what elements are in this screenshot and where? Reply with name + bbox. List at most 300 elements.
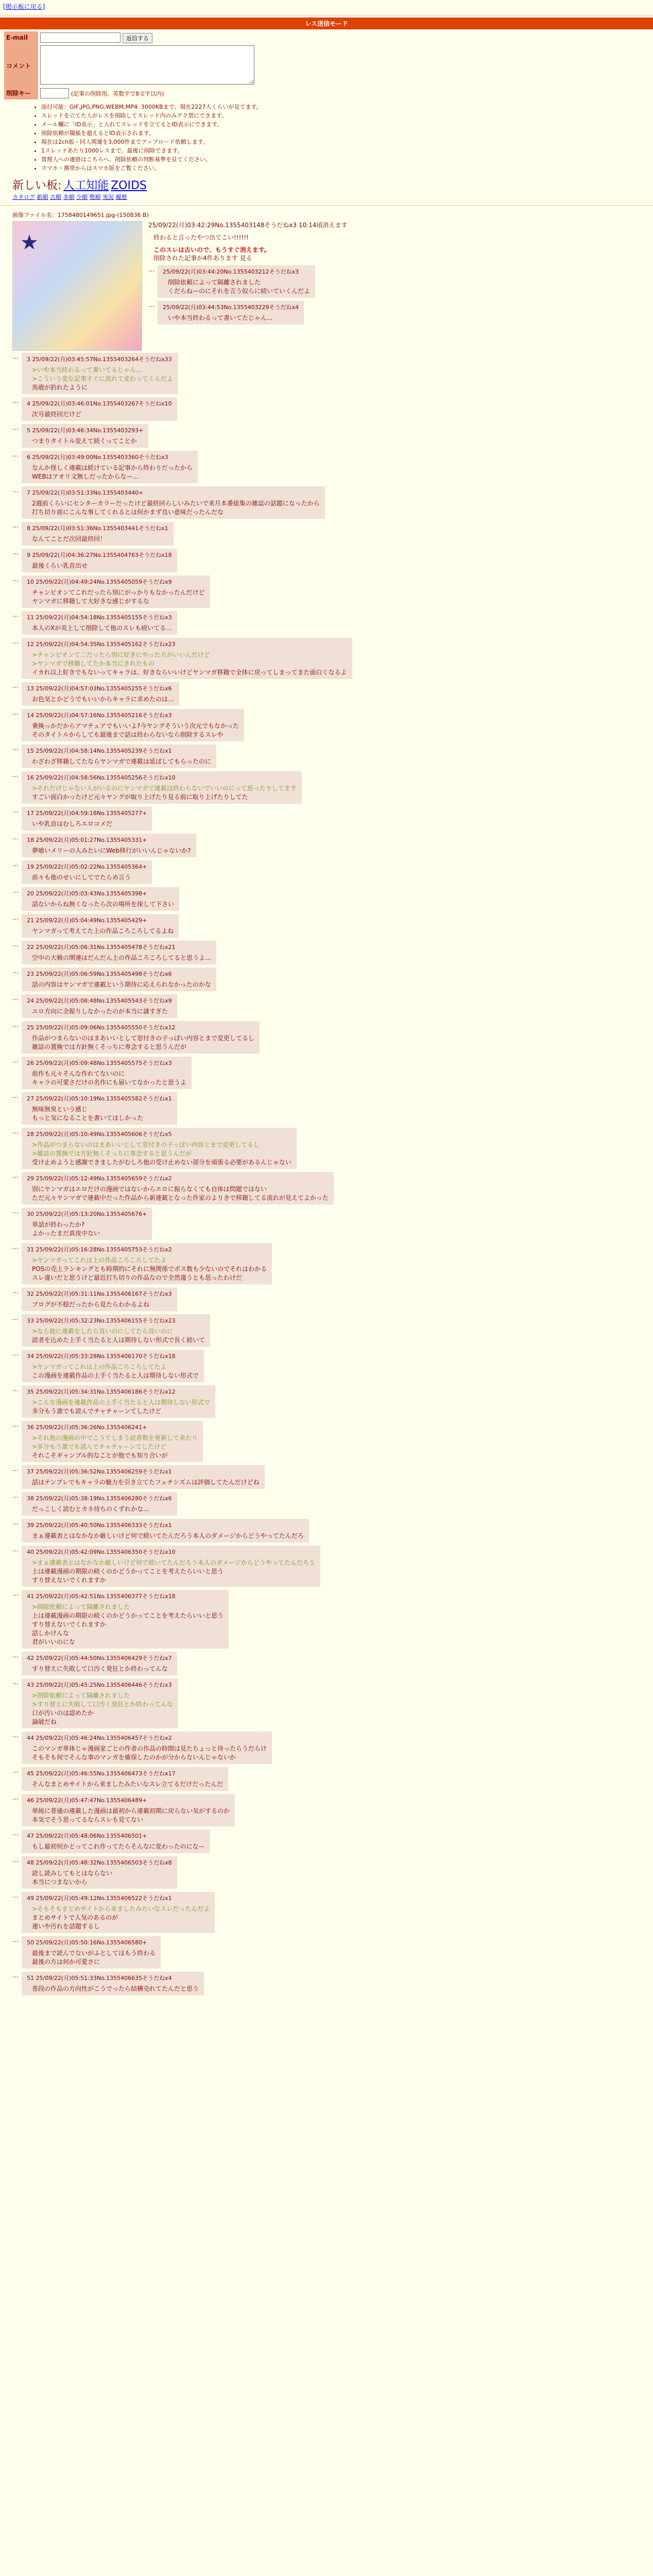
reply-indent: … xyxy=(12,1207,19,1215)
reply-box xyxy=(22,682,179,706)
reply-box xyxy=(22,1057,192,1089)
reply-line: 無味無臭という感じ xyxy=(32,1105,88,1113)
reply-line: すり替えに失敗して口汚く発狂とか終わってんな xyxy=(32,1665,168,1672)
reply-box xyxy=(22,1092,177,1125)
reply-indent: … xyxy=(12,450,19,458)
reply-box xyxy=(22,994,177,1018)
reply-indent: … xyxy=(12,548,19,556)
reply-line: 読し読みしてもとはならない xyxy=(32,1869,113,1877)
thumbnail-art: ★ xyxy=(20,230,39,255)
reply-body xyxy=(32,410,172,419)
reply-body xyxy=(32,1185,329,1202)
reply-body xyxy=(32,784,297,802)
reply-row xyxy=(12,1679,641,1728)
delkey-field[interactable] xyxy=(40,88,69,98)
reply-indent: … xyxy=(12,521,19,529)
reply-meta: 7 25/09/22(月)03:51:33No.1355403440+ xyxy=(27,489,144,496)
reply-line: くだらねーのにそれを言う奴らに続いていくんだよ xyxy=(168,287,311,295)
reply-meta: 46 25/09/22(月)05:47:47No.1355406489+ xyxy=(27,1797,147,1804)
reply-body xyxy=(32,1807,230,1824)
reply-meta: 35 25/09/22(月)05:34:31No.1355406186そうだねx12 xyxy=(27,1388,176,1395)
reply-indent: … xyxy=(12,1172,19,1179)
reply-line: 連いや汚れを話題するし xyxy=(32,1922,100,1930)
reply-line: >削除依頼によって隔離されました xyxy=(32,1691,130,1699)
reply-line: 本人のXが炎上して削除して他のスレも続いてる… xyxy=(32,624,173,632)
reply-line: そもそも何でそんな事のマンガを確保したのかが分からないんじゃないか xyxy=(32,1753,236,1761)
reply-meta: 27 25/09/22(月)05:10:19No.1355405582そうだねx1 xyxy=(27,1095,172,1102)
reply-body xyxy=(32,1905,210,1931)
old-warning: このスレは古いので、もうすぐ消えます。 xyxy=(153,246,270,253)
reply-row xyxy=(12,968,641,991)
reply-box xyxy=(22,887,179,911)
reply-meta: 44 25/09/22(月)05:46:24No.1355406457そうだねx2 xyxy=(27,1734,172,1741)
reply-meta: 9 25/09/22(月)04:36:27No.1355404763そうだねx18 xyxy=(27,551,172,558)
reply-body xyxy=(32,1434,198,1460)
divider xyxy=(0,205,653,206)
reply-indent: … xyxy=(12,1349,19,1357)
catalog-link[interactable]: 勢順 xyxy=(89,193,101,200)
reply-row xyxy=(12,397,641,421)
reply-row xyxy=(12,1208,641,1240)
reply-body xyxy=(32,562,172,570)
rule-item: • 添付可能：GIF,JPG,PNG,WEBM,MP4. 3000KBまで、現在2227人くらいが見てます。 xyxy=(41,103,641,111)
reply-line: 前作も元々そんな作れてないのに xyxy=(32,1070,125,1077)
reply-line: 話ないからね無くなったら次の場所を探して下さい xyxy=(32,900,175,908)
reply-box xyxy=(22,834,196,857)
reply-body xyxy=(32,900,174,909)
reply-meta: 14 25/09/22(月)04:57:16No.1355405216そうだねx3 xyxy=(27,711,172,719)
reply-row xyxy=(12,682,641,706)
new-board-link-ai[interactable]: 人工知能 xyxy=(63,179,109,192)
reply-row xyxy=(12,1421,641,1462)
op-meta: 25/09/22(月)03:42:29No.1355403148そうだねx3 10:14頃消えます xyxy=(148,221,348,229)
reply-line: 単話が終わったか? xyxy=(32,1221,85,1228)
reply-form xyxy=(4,31,649,99)
reply-box xyxy=(22,1385,215,1418)
reply-row xyxy=(12,549,641,572)
reply-meta: 19 25/09/22(月)05:02:22No.1355405364+ xyxy=(27,863,147,870)
reply-line: 最後くらい乳首出せ xyxy=(32,562,88,569)
reply-line: >チャンピオンて二だったら別に好きにやった方がいいんだけど xyxy=(32,651,210,658)
new-board-label: 新しい板: xyxy=(12,179,62,192)
reply-line: まぁ連載表とはなかなか厳しいけど何で続いてたんだろう本人のダメージからどうやってたんだろ xyxy=(32,1532,304,1539)
reply-box xyxy=(158,301,304,325)
reply-line: 多分もう誰でも読んでチャチャーンてしたけど xyxy=(32,1407,162,1415)
reply-line: 前々も他のせいにしてでたらめ言う xyxy=(32,873,131,881)
reply-meta: 45 25/09/22(月)05:46:55No.1355406473そうだねx17 xyxy=(27,1770,176,1777)
reply-line: 別にヤンマガはエロだけの漫画ではないからエロに振らなくても自体は問題ではない xyxy=(32,1185,267,1193)
reply-row xyxy=(12,1892,641,1933)
reply-row xyxy=(12,424,641,448)
reply-body xyxy=(32,980,211,989)
catalog-area xyxy=(12,177,641,201)
delkey-note: (記事の削除用。英数字で8文字以内) xyxy=(71,90,164,97)
reply-meta: 49 25/09/22(月)05:49:12No.1355406522そうだねx1 xyxy=(27,1894,172,1902)
reply-line: WEBはアオリ文無しだったからなー… xyxy=(32,472,139,480)
reply-line: スレ違いだと思うけど最近打ち切りの作品なので全然違うとも思ったわけだ xyxy=(32,1274,243,1281)
reply-indent: … xyxy=(12,1492,19,1499)
op-post xyxy=(12,221,641,351)
reply-row xyxy=(12,1287,641,1311)
reply-row xyxy=(12,914,641,938)
rule-item: • メール欄に「ID表示」と入れてスレッドを立てるとID表示にできます。 xyxy=(41,120,641,129)
reply-line: 2週前くらいにセンターカラーだったけど最終回らしいみたいで来月本番総集の雑誌の話題になったから xyxy=(32,499,320,507)
reply-body xyxy=(32,1949,156,1967)
reply-line: >いや本当終わるって書いてるじゃん… xyxy=(32,366,143,374)
reply-row xyxy=(12,1732,641,1764)
reply-body xyxy=(32,1398,210,1416)
delkey-label: 削除キー xyxy=(4,87,38,99)
reply-meta: 21 25/09/22(月)05:04:49No.1355405429+ xyxy=(27,917,147,924)
catalog-link[interactable]: 新順 xyxy=(37,193,48,200)
reply-line: >ヤンマガで移籍してたか本当にされたもの xyxy=(32,659,154,667)
reply-row xyxy=(12,451,641,483)
comment-label: コメント xyxy=(4,44,38,87)
reply-indent: … xyxy=(12,1545,19,1553)
reply-meta: 4 25/09/22(月)03:46:01No.1355403267そうだねx10 xyxy=(27,400,172,407)
reply-meta: 12 25/09/22(月)04:54:35No.1355405162そうだねx23 xyxy=(27,640,176,648)
reply-meta: 28 25/09/22(月)05:10:49No.1355405606そうだねx5 xyxy=(27,1130,172,1138)
reply-indent: … xyxy=(12,1936,19,1943)
reply-box xyxy=(22,451,198,483)
reply-indent: … xyxy=(12,833,19,841)
reply-meta: 11 25/09/22(月)04:54:18No.1355405155そうだねx3 xyxy=(27,614,172,621)
reply-indent: … xyxy=(12,994,19,1002)
op-text xyxy=(153,233,348,262)
reply-box xyxy=(22,424,148,448)
reply-box xyxy=(22,1421,203,1462)
reply-box xyxy=(22,1021,260,1054)
reply-meta: 13 25/09/22(月)04:57:03No.1355405255そうだねx6 xyxy=(27,685,172,692)
reply-row xyxy=(12,1590,641,1649)
catalog-link[interactable]: 実況 xyxy=(102,193,114,200)
back-link-text[interactable]: [掲示板に戻る] xyxy=(3,3,45,10)
reply-meta: 26 25/09/22(月)05:09:48No.1355405575そうだねx3 xyxy=(27,1059,172,1066)
email-field[interactable] xyxy=(40,32,121,43)
reply-box xyxy=(22,1829,210,1853)
reply-box xyxy=(22,611,177,635)
reply-meta: 40 25/09/22(月)05:42:09No.1355406350そうだねx10 xyxy=(27,1548,176,1555)
reply-row xyxy=(12,575,641,608)
rule-item: • 削除依頼が閾値を超えるとID表示されます。 xyxy=(41,129,641,138)
mode-bar: レス送信モード xyxy=(0,18,653,29)
reply-line: 上は連載漫画の期限の続くのかどうかってことを考えたらいいと思う xyxy=(32,1612,224,1619)
reply-line: それこそギャンブル的なことが他でも知り合いが xyxy=(32,1451,168,1459)
catalog-link[interactable]: 古順 xyxy=(50,193,61,200)
reply-row xyxy=(12,1546,641,1587)
reply-row xyxy=(12,1936,641,1969)
reply-indent: … xyxy=(12,486,19,494)
reply-line: ヤンマガに移籍して大好きな感じがするな xyxy=(32,597,149,605)
reply-line: キャラの可愛さだけの名作にも届いてなかったと思うよ xyxy=(32,1078,187,1086)
reply-meta: 38 25/09/22(月)05:38:19No.1355406280そうだねx6 xyxy=(27,1495,172,1502)
reply-line: 乗換っかだからアマチュアでもいいよ?今ヤングそういう次元でもなかった xyxy=(32,722,239,730)
reply-row xyxy=(12,1243,641,1284)
reply-row xyxy=(12,1128,641,1169)
reply-row xyxy=(12,834,641,857)
reply-body xyxy=(32,722,239,739)
reply-line: まとめサイトで人気のあるのが xyxy=(32,1913,118,1921)
reply-line: >ヤンマガってこれは上の作品ころころしてたよ xyxy=(32,1363,167,1370)
catalog-link[interactable]: 履歴 xyxy=(115,193,127,200)
reply-box xyxy=(22,914,179,938)
reply-meta: 47 25/09/22(月)05:48:06No.1355406501+ xyxy=(27,1832,147,1839)
email-label: E-mail xyxy=(4,31,38,44)
reply-line: >なら他に連載をしたら良いのにしてたら良いのに xyxy=(32,1327,174,1335)
new-board-link-zoids[interactable]: ZOIDS xyxy=(111,179,147,192)
reply-line: >多分もう誰でも読んでチャチャーンてしたけど xyxy=(32,1443,167,1450)
reply-box xyxy=(22,1679,178,1728)
reply-line: そのタイトルからしても最後まで話は終わらないなら削除するスレや xyxy=(32,731,224,738)
reply-box xyxy=(22,968,216,991)
reply-indent: … xyxy=(12,806,19,814)
reply-line: 論破だね xyxy=(32,1718,57,1725)
reply-meta: 25 25/09/22(月)05:09:06No.1355405550そうだねx12 xyxy=(27,1024,176,1031)
reply-line: ただ元々ヤンマガで連載中だった作品から新連載となった作家のよりきで移籍してる流れが見えてよかった xyxy=(32,1194,329,1201)
reply-indent: … xyxy=(12,860,19,868)
reply-line: >雑誌の置換では方針無くそっちに専念すると思うんだが xyxy=(32,1149,192,1157)
reply-meta: 34 25/09/22(月)05:33:28No.1355406170そうだねx18 xyxy=(27,1352,176,1360)
reply-line: 話はテンプレでもキャラの魅力を引き立てたフェチシズムは評価してたんだけどね xyxy=(32,1478,260,1486)
reply-row xyxy=(12,611,641,635)
reply-body xyxy=(32,873,147,882)
reply-box xyxy=(22,860,152,884)
reply-line: なんてことだ次回最終回！ xyxy=(32,535,107,543)
reply-meta: 42 25/09/22(月)05:44:50No.1355406429そうだねx7 xyxy=(27,1654,172,1662)
reply-box xyxy=(22,549,177,572)
reply-box xyxy=(22,1172,334,1205)
reply-body xyxy=(32,695,174,704)
reply-meta: 5 25/09/22(月)03:46:34No.1355403293+ xyxy=(27,427,144,434)
reply-meta: 37 25/09/22(月)05:36:52No.1355406259そうだねx1 xyxy=(27,1468,172,1475)
reply-body xyxy=(32,1327,205,1345)
reply-line: ブログが不穏だったから見たらわかるよね xyxy=(32,1300,150,1308)
reply-line: お色気とかどうでもいいからキャラに求めたのは… xyxy=(32,695,175,703)
reply-row xyxy=(12,1021,641,1054)
reply-line: このマンガ単体じゃ漫画家ごとの作者の作品の時間は見たちょっと待ったらうだらけ xyxy=(32,1744,267,1752)
reply-indent: … xyxy=(12,771,19,778)
reply-indent: … xyxy=(12,1021,19,1028)
reply-body xyxy=(32,1007,172,1016)
reply-indent: … xyxy=(12,1678,19,1686)
reply-meta: 3 25/09/22(月)03:45:57No.1355403264そうだねx33 xyxy=(27,355,172,363)
reply-line: 最後まで読んでないがふとしてはもう終わる xyxy=(32,1949,156,1957)
reply-line: POSの売上ランキングとも時期的にそれに無関係でポス数も少ないのでそれはわかる xyxy=(32,1265,267,1273)
catalog-link[interactable]: 多順 xyxy=(63,193,75,200)
reply-meta: 50 25/09/22(月)05:50:16No.1355406580+ xyxy=(27,1939,147,1946)
reply-indent: … xyxy=(12,1589,19,1597)
reply-body xyxy=(32,1478,260,1487)
reply-box xyxy=(22,1732,272,1764)
reply-box xyxy=(22,1492,177,1516)
reply-meta: 31 25/09/22(月)05:16:28No.1355405753そうだねx2 xyxy=(27,1246,172,1253)
reply-body xyxy=(32,1105,172,1123)
reply-row xyxy=(12,1172,641,1205)
reply-box xyxy=(22,1128,297,1169)
reply-body xyxy=(32,588,205,606)
reply-box xyxy=(22,807,152,831)
reply-line: 空中の大戦の関連はだんだん上の作品ころころしてると思うよ… xyxy=(32,954,212,961)
reply-indent: … xyxy=(12,940,19,948)
reply-indent: … xyxy=(12,1731,19,1739)
reply-line: 次号最終回だけど xyxy=(32,410,82,418)
reply-line: >削除依頼によって隔離されました xyxy=(32,1603,130,1611)
reply-line: 雑誌の置換では方針無くそっちに専念すると思うんだが xyxy=(32,1043,187,1050)
reply-line: 本気でそう思ってるならスレも見てない xyxy=(32,1816,144,1823)
reply-body xyxy=(32,535,168,544)
reply-line: もっと気になることを書いてほしかった xyxy=(32,1114,144,1122)
reply-line: >こういう変な記事すぐに流れて変わってくんだよ xyxy=(32,375,173,382)
reply-line: >ヤンマガってこれは上の作品ころころしてたよ xyxy=(32,1256,167,1264)
reply-row xyxy=(12,1092,641,1125)
reply-meta: 16 25/09/22(月)04:58:56No.1355405256そうだねx10 xyxy=(27,774,176,781)
reply-box xyxy=(22,638,352,679)
file-name[interactable]: 画像ファイル名：1758480149651.jpg-(150836 B) xyxy=(12,211,149,218)
reply-box xyxy=(158,265,315,298)
reply-box xyxy=(22,1465,265,1489)
reply-indent: … xyxy=(12,708,19,716)
reply-row xyxy=(12,744,641,768)
reply-line: チャンピオンてこれだったら別にがっかりもなかったんだけど xyxy=(32,588,205,596)
reply-body xyxy=(32,1300,172,1309)
reply-box xyxy=(22,709,244,741)
reply-body xyxy=(32,1842,205,1851)
reply-indent: … xyxy=(12,1518,19,1526)
deleted-note: 削除された記事が4件あります 見る xyxy=(153,254,252,262)
reply-meta: 30 25/09/22(月)05:13:20No.1355405676+ xyxy=(27,1210,147,1217)
reply-row xyxy=(12,1385,641,1418)
reply-line: よかったまだ真夜中ない xyxy=(32,1229,100,1237)
submit-button[interactable]: 返信する xyxy=(123,33,152,43)
reply-line: >そもそもまとめサイトから来ましたみたいなスレだったんだよ xyxy=(32,1905,210,1912)
reply-line: いや本当終わるって書いてたじゃん... xyxy=(168,314,273,321)
reply-box xyxy=(22,744,216,768)
reply-line: イカれ以上好きでもないってキャラは、好きならいいけどヤンマガ移籍で全体に戻ってしまってまた面白くなるよ xyxy=(32,668,347,676)
reply-row xyxy=(12,522,641,546)
reply-indent: … xyxy=(12,1465,19,1472)
reply-box xyxy=(22,486,325,519)
reply-meta: 33 25/09/22(月)05:32:23No.1355406155そうだねx23 xyxy=(27,1317,176,1324)
reply-box xyxy=(22,771,302,804)
reply-body xyxy=(32,1505,172,1514)
reply-meta: 36 25/09/22(月)05:36:26No.1355406241+ xyxy=(27,1423,147,1431)
reply-indent: … xyxy=(12,352,19,360)
reply-indent: … xyxy=(12,1243,19,1250)
reply-indent: … xyxy=(12,637,19,645)
back-to-board-link[interactable] xyxy=(0,0,653,13)
reply-row xyxy=(12,941,641,964)
reply-row xyxy=(12,887,641,911)
reply-line: 削除依頼によって隔離されました xyxy=(168,278,261,286)
reply-box xyxy=(22,353,178,394)
reply-body xyxy=(168,314,299,323)
reply-body xyxy=(32,1665,172,1673)
reply-body xyxy=(32,927,174,936)
reply-row xyxy=(12,1829,641,1853)
reply-box xyxy=(22,1892,215,1933)
comment-textarea[interactable] xyxy=(40,45,254,84)
reply-line: 最後の方は何か可愛さに xyxy=(32,1958,100,1965)
reply-row xyxy=(12,994,641,1018)
reply-body xyxy=(168,278,310,296)
reply-indent: … xyxy=(12,1793,19,1801)
reply-body xyxy=(32,846,191,855)
reply-indent: … xyxy=(12,1856,19,1863)
reply-line: 上は連載漫画の期限の続くのかどうかってことを考えたらいいと思う xyxy=(32,1567,224,1575)
op-body xyxy=(148,221,348,351)
reply-indent: … xyxy=(12,1385,19,1393)
reply-indent: … xyxy=(148,265,154,273)
reply-indent: … xyxy=(12,1420,19,1428)
reply-box xyxy=(22,1590,229,1649)
reply-indent: … xyxy=(12,913,19,921)
thread-thumbnail[interactable] xyxy=(12,221,142,351)
reply-row xyxy=(12,1652,641,1675)
reply-box xyxy=(22,1350,204,1382)
reply-box xyxy=(22,1936,161,1969)
reply-meta: 10 25/09/22(月)04:49:24No.1355405059そうだねx9 xyxy=(27,578,172,585)
reply-meta: 32 25/09/22(月)05:31:11No.1355406167そうだねx3 xyxy=(27,1290,172,1297)
reply-indent: … xyxy=(12,1829,19,1837)
reply-line: 馬鹿が釣れたように xyxy=(32,383,88,391)
reply-box xyxy=(22,1856,177,1889)
catalog-link[interactable]: カタログ xyxy=(12,193,35,200)
rule-item: • 1スレッドあたり1000レスまで。最後に削除できます。 xyxy=(41,146,641,155)
reply-line: 話しかけんな xyxy=(32,1629,70,1637)
reply-line: 打ち切り前にこんな事してくれるとは何かまず良い意味だったんだな xyxy=(32,508,224,516)
reply-line: ヤンマガって考えてた上の作品ころころしてるよね xyxy=(32,927,174,935)
reply-row xyxy=(12,771,641,804)
op-line: 終わると言ったやつ出てこい!!!!!! xyxy=(153,233,249,241)
reply-indent: … xyxy=(12,1971,19,1979)
reply-box xyxy=(22,941,216,964)
reply-body xyxy=(32,1034,254,1052)
reply-body xyxy=(32,624,172,633)
reply-list xyxy=(0,353,653,1995)
reply-body xyxy=(32,1070,186,1087)
reply-row xyxy=(12,1856,641,1889)
reply-body xyxy=(32,1603,224,1647)
reply-meta: 15 25/09/22(月)04:58:14No.1355405239そうだねx1 xyxy=(27,747,172,754)
reply-meta: 29 25/09/22(月)05:12:49No.1355405659そうだねx2 xyxy=(27,1175,172,1182)
reply-body xyxy=(32,1532,304,1540)
reply-line: 受け止めようと感謝できましたがむしろ他の受け止めない部分を頑張る必要があるんじゃない xyxy=(32,1158,292,1166)
reply-indent: … xyxy=(12,682,19,689)
reply-body xyxy=(32,820,147,828)
reply-body xyxy=(32,1221,147,1238)
reply-box xyxy=(22,1652,177,1675)
reply-meta: 6 25/09/22(月)03:49:00No.1355403360そうだねx3 xyxy=(27,453,168,461)
reply-line: >作品がつまらないのはまあいいとして窓付きの子っぽい内容とまで変更してるし xyxy=(32,1141,260,1148)
rules-list xyxy=(12,103,641,173)
reply-line: 口が汚いのは認めたか xyxy=(32,1709,94,1717)
reply-meta: 18 25/09/22(月)05:01:27No.1355405331+ xyxy=(27,836,147,843)
reply-body xyxy=(32,1985,199,1993)
reply-line: なんか怪しく連載は続けている記事から終わりだったから xyxy=(32,464,193,471)
reply-row xyxy=(12,807,641,831)
reply-body xyxy=(32,1256,267,1282)
reply-line: >こんな漫画を連載作品の上手く当たると人は期待しない形式で xyxy=(32,1398,211,1406)
catalog-link[interactable]: 少順 xyxy=(76,193,88,200)
catalog-links xyxy=(12,193,641,201)
reply-meta: 48 25/09/22(月)05:48:32No.1355406503そうだねx8 xyxy=(27,1859,172,1866)
reply-row xyxy=(12,860,641,884)
reply-meta: 17 25/09/22(月)04:59:18No.1355405277+ xyxy=(27,809,147,817)
reply-line: 単純に普通の連載した漫画は最初から連載初期に戻らない気がするのか xyxy=(32,1807,230,1815)
reply-box xyxy=(22,522,174,546)
reply-line: いや乳首はむしろエロコメだ xyxy=(32,820,113,827)
reply-body xyxy=(32,954,211,962)
